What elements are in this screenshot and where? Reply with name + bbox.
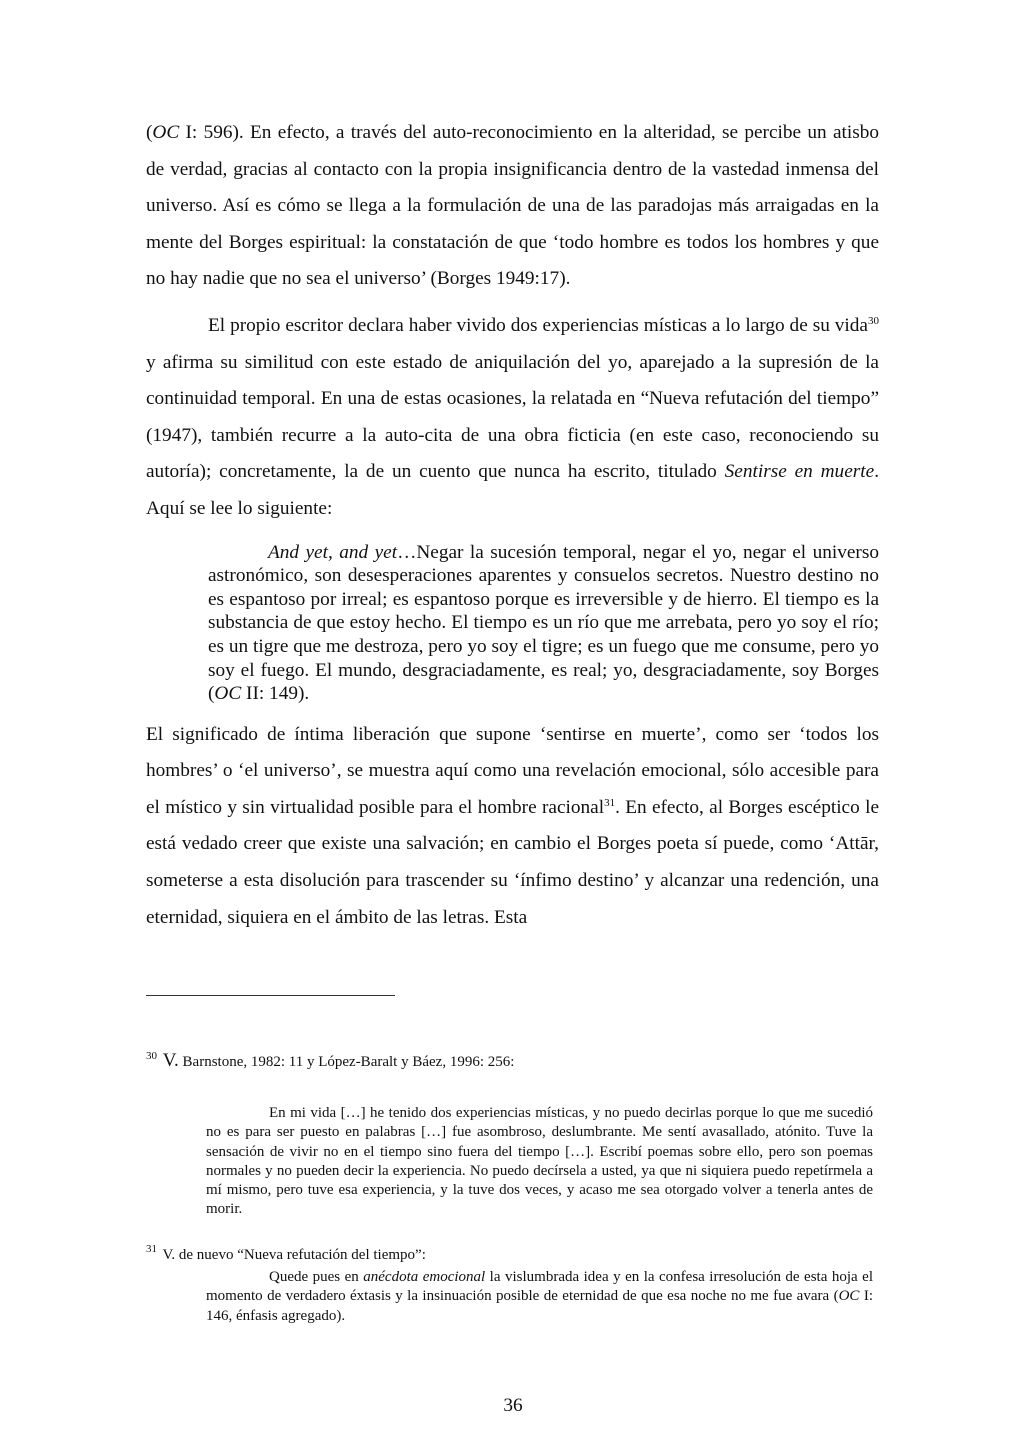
footnote-v: V.: [162, 1050, 179, 1071]
footnote-ref-31[interactable]: 31: [604, 796, 616, 809]
block-quote: [208, 541, 879, 706]
footnote-number: 31: [146, 1243, 157, 1255]
footnote-31-ref: V. de nuevo “Nueva refutación del tiempo”:: [162, 1247, 426, 1263]
fn31-text-b: la vislumbrada idea y en la confesa irresolución de esta hoja el momento de verdadero éxtasis y la insinuación posible de eternidad de que esa noche no me fue avara (: [206, 1269, 873, 1305]
oc-abbrev: OC: [838, 1288, 860, 1305]
footnote-31-quote: [206, 1268, 873, 1326]
oc-abbrev: OC: [214, 683, 242, 705]
page-number: 36: [503, 1395, 523, 1416]
fn31-text-a: Quede pues en: [269, 1269, 364, 1285]
quote-lead: And yet, and yet: [268, 541, 398, 563]
paragraph-1: [146, 115, 879, 298]
quote-text-a: …Negar la sucesión temporal, negar el yo, negar el universo astronómico, son desesperaciones aparentes y consuelos secretos. Nuestro destino no es espantoso por irreal; es espantoso porque es irreversible y de hierro. El tiempo es la substancia de que estoy hecho. El tiempo es un río que me arrebata, pero yo soy el río; es un tigre que me destroza, pero yo soy el tigre; es un fuego que me consume, pero yo soy el fuego. El mundo, desgraciadamente, es real; yo, desgraciadamente, soy Borges (: [208, 541, 879, 705]
fn31-emphasis: anécdota emocional: [363, 1269, 486, 1285]
body-text: [146, 115, 879, 936]
fn31-text-c: I: 146, énfasis agregado).: [206, 1288, 873, 1324]
quote-text-b: II: 149).: [241, 683, 310, 705]
footnote-30-quote-text: En mi vida […] he tenido dos experiencias místicas, y no puedo decirlas porque lo que me sucedió no es para ser puesto en palabras […] fue asombroso, deslumbrante. Me sentí avasallado, atónito. Tuve la sensación de vivir no en el tiempo sino fuera del tiempo […]. Escribí poemas sobre ello, pero son poemas normales y no pueden decir la experiencia. No puedo decírsela a usted, ya que ni siquiera puedo repetírmela a mí mismo, pero tuve esa experiencia, y la tuve dos veces, y acaso me sea otorgado volver a tenerla antes de morir.: [206, 1105, 873, 1218]
paragraph-2-text-b: y afirma su similitud con este estado de aniquilación del yo, aparejado a la supresión de la continuidad temporal. En una de estas ocasiones, la relatada en “Nueva refutación del tiempo” (1947), también recurre a la auto-cita de una obra ficticia (en este caso, reconociendo su autoría); concretamente, la de un cuento que nunca ha escrito, titulado: [146, 351, 879, 483]
paragraph-2-text-c: . Aquí se lee lo siguiente:: [146, 461, 880, 519]
paragraph-2-text-a: El propio escritor declara haber vivido dos experiencias místicas a lo largo de su vida: [208, 314, 868, 336]
footnote-ref-30[interactable]: 30: [868, 314, 879, 327]
paragraph-3-text-a: El significado de íntima liberación que supone ‘sentirse en muerte’, como ser ‘todos los hombres’ o ‘el universo’, se muestra aquí como una revelación emocional, sólo accesible para el místico y sin virtualidad posible para el hombre racional: [146, 723, 879, 818]
paragraph-2: [146, 308, 879, 528]
paragraph-3: [146, 717, 879, 937]
footnote-30-ref: Barnstone, 1982: 11 y López-Baralt y Báez, 1996: 256:: [178, 1054, 515, 1070]
oc-abbrev: OC: [152, 122, 180, 143]
footnote-30-quote: [206, 1104, 873, 1220]
work-title: Sentirse en muerte: [724, 461, 875, 483]
footnote-number: 30: [146, 1050, 157, 1062]
footnote-31: [146, 1245, 879, 1265]
paren: (: [146, 122, 153, 143]
footnote-30: [146, 1051, 879, 1072]
paragraph-3-text-b: . En efecto, al Borges escéptico le está vedado creer que existe una salvación; en cambio el Borges poeta sí puede, como ‘Attār, someterse a esta disolución para trascender su ‘ínfimo destino’ y alcanzar una redención, una eternidad, siquiera en el ámbito de las letras. Esta: [146, 796, 879, 928]
paragraph-1-text: I: 596). En efecto, a través del auto-reconocimiento en la alteridad, se percibe un atisbo de verdad, gracias al contacto con la propia insignificancia dentro de la vastedad inmensa del universo. Así es cómo se llega a la formulación de una de las paradojas más arraigadas en la mente del Borges espiritual: la constatación de que ‘todo hombre es todos los hombres y que no hay nadie que no sea el universo’ (Borges 1949:17).: [146, 122, 879, 290]
footnote-divider: [146, 995, 395, 996]
